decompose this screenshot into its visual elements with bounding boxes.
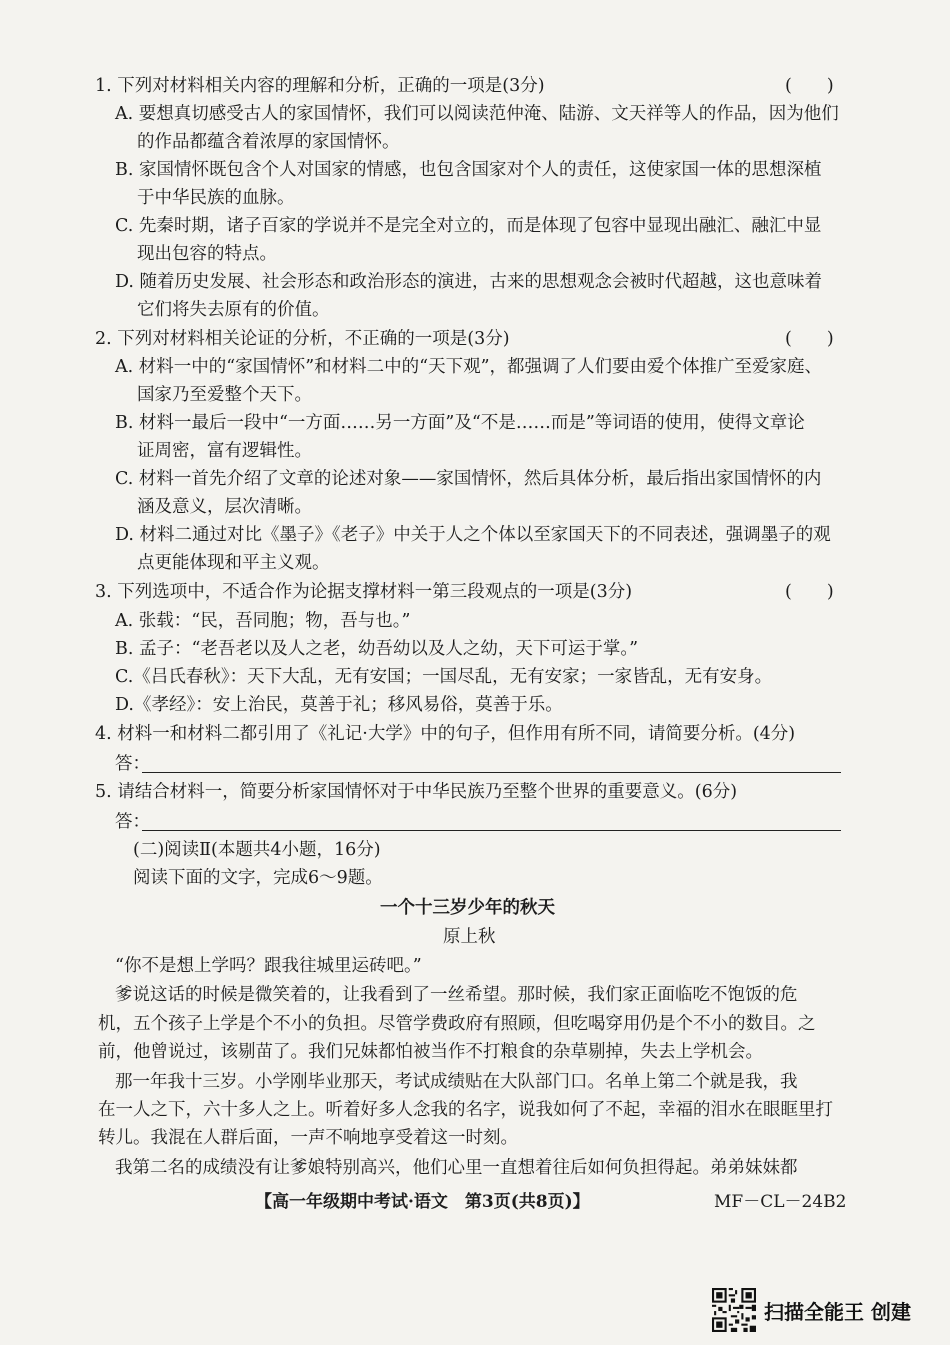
q1-option-d: D. 随着历史发展、社会形态和政治形态的演进，古来的思想观念会被时代超越，这也意味着: [115, 272, 823, 292]
article-paragraph-2-line-1: 爹说这话的时候是微笑着的，让我看到了一丝希望。那时候，我们家正面临吃不饱饭的危: [115, 985, 798, 1005]
q2-option-b-cont: 证周密，富有逻辑性。: [137, 441, 312, 461]
q1-answer-paren: ( ): [785, 76, 834, 96]
q3-option-b: B. 孟子：“老吾老以及人之老，幼吾幼以及人之幼，天下可运于掌。”: [115, 639, 639, 659]
section2-heading: (二)阅读Ⅱ(本题共4小题，16分): [133, 840, 381, 860]
article-paragraph-4-line-1: 我第二名的成绩没有让爹娘特别高兴，他们心里一直想着往后如何负担得起。弟弟妹妹都: [115, 1158, 798, 1178]
q2-option-d: D. 材料二通过对比《墨子》《老子》中关于人之个体以至家国天下的不同表述，强调墨子的观: [115, 525, 831, 545]
q1-option-b: B. 家国情怀既包含个人对国家的情感，也包含国家对个人的责任，这使家国一体的思想深植: [115, 160, 822, 180]
page-footer-label: 【高一年级期中考试·语文 第3页(共8页)】: [255, 1192, 590, 1212]
q1-option-c-cont: 现出包容的特点。: [137, 244, 277, 264]
q4-stem: 4. 材料一和材料二都引用了《礼记·大学》中的句子，但作用有所不同，请简要分析。(4分): [95, 724, 796, 744]
q2-option-b: B. 材料一最后一段中“一方面……另一方面”及“不是……而是”等词语的使用，使得文章论: [115, 413, 805, 433]
article-paragraph-3-line-2: 在一人之下，六十多人之上。听着好多人念我的名字，说我如何了不起，幸福的泪水在眼眶里打: [98, 1100, 833, 1120]
q2-answer-paren: ( ): [785, 329, 834, 349]
q3-option-d: D.《孝经》：安上治民，莫善于礼；移风易俗，莫善于乐。: [115, 695, 563, 715]
q1-option-a: A. 要想真切感受古人的家国情怀，我们可以阅读范仲淹、陆游、文天祥等人的作品，因为他们: [115, 104, 839, 124]
article-paragraph-3-line-1: 那一年我十三岁。小学刚毕业那天，考试成绩贴在大队部门口。名单上第二个就是我，我: [115, 1072, 798, 1092]
page-footer-code: MF－CL－24B2: [714, 1192, 847, 1212]
scanner-watermark-text: 扫描全能王 创建: [764, 1299, 911, 1324]
section2-instruction: 阅读下面的文字，完成6～9题。: [133, 868, 383, 888]
q5-answer-line[interactable]: [142, 830, 841, 831]
scanner-watermark: [712, 1288, 911, 1332]
q1-option-d-cont: 它们将失去原有的价值。: [137, 300, 330, 320]
article-paragraph-2-line-2: 机，五个孩子上学是个不小的负担。尽管学费政府有照顾，但吃喝穿用仍是个不小的数目。之: [98, 1014, 816, 1034]
q2-option-c-cont: 涵及意义，层次清晰。: [137, 497, 312, 517]
q3-option-c: C.《吕氏春秋》：天下大乱，无有安国；一国尽乱，无有安家；一家皆乱，无有安身。: [115, 667, 773, 687]
q1-stem: 1. 下列对材料相关内容的理解和分析，正确的一项是(3分): [95, 76, 545, 96]
q2-option-d-cont: 点更能体现和平主义观。: [137, 553, 330, 573]
q1-option-a-cont: 的作品都蕴含着浓厚的家国情怀。: [137, 132, 400, 152]
q2-option-a: A. 材料一中的“家国情怀”和材料二中的“天下观”，都强调了人们要由爱个体推广至爱家庭、: [115, 357, 823, 377]
qr-code-icon: [712, 1288, 756, 1332]
article-author: 原上秋: [443, 927, 496, 947]
q5-answer-label: 答：: [115, 812, 150, 832]
q3-stem: 3. 下列选项中，不适合作为论据支撑材料一第三段观点的一项是(3分): [95, 582, 633, 602]
article-paragraph-2-line-3: 前，他曾说过，该剔苗了。我们兄妹都怕被当作不打粮食的杂草剔掉，失去上学机会。: [98, 1042, 763, 1062]
q2-option-c: C. 材料一首先介绍了文章的论述对象——家国情怀，然后具体分析，最后指出家国情怀的内: [115, 469, 822, 489]
q2-stem: 2. 下列对材料相关论证的分析，不正确的一项是(3分): [95, 329, 510, 349]
q5-stem: 5. 请结合材料一，简要分析家国情怀对于中华民族乃至整个世界的重要意义。(6分): [95, 782, 738, 802]
q4-answer-line[interactable]: [142, 772, 841, 773]
q2-option-a-cont: 国家乃至爱整个天下。: [137, 385, 312, 405]
article-paragraph-1: “你不是想上学吗？跟我往城里运砖吧。”: [115, 956, 422, 976]
q3-answer-paren: ( ): [785, 582, 834, 602]
article-title: 一个十三岁少年的秋天: [380, 898, 555, 918]
q1-option-b-cont: 于中华民族的血脉。: [137, 188, 295, 208]
q3-option-a: A. 张载：“民，吾同胞；物，吾与也。”: [115, 611, 411, 631]
article-paragraph-3-line-3: 转儿。我混在人群后面，一声不响地享受着这一时刻。: [98, 1128, 518, 1148]
q4-answer-label: 答：: [115, 754, 150, 774]
q1-option-c: C. 先秦时期，诸子百家的学说并不是完全对立的，而是体现了包容中显现出融汇、融汇中显: [115, 216, 822, 236]
